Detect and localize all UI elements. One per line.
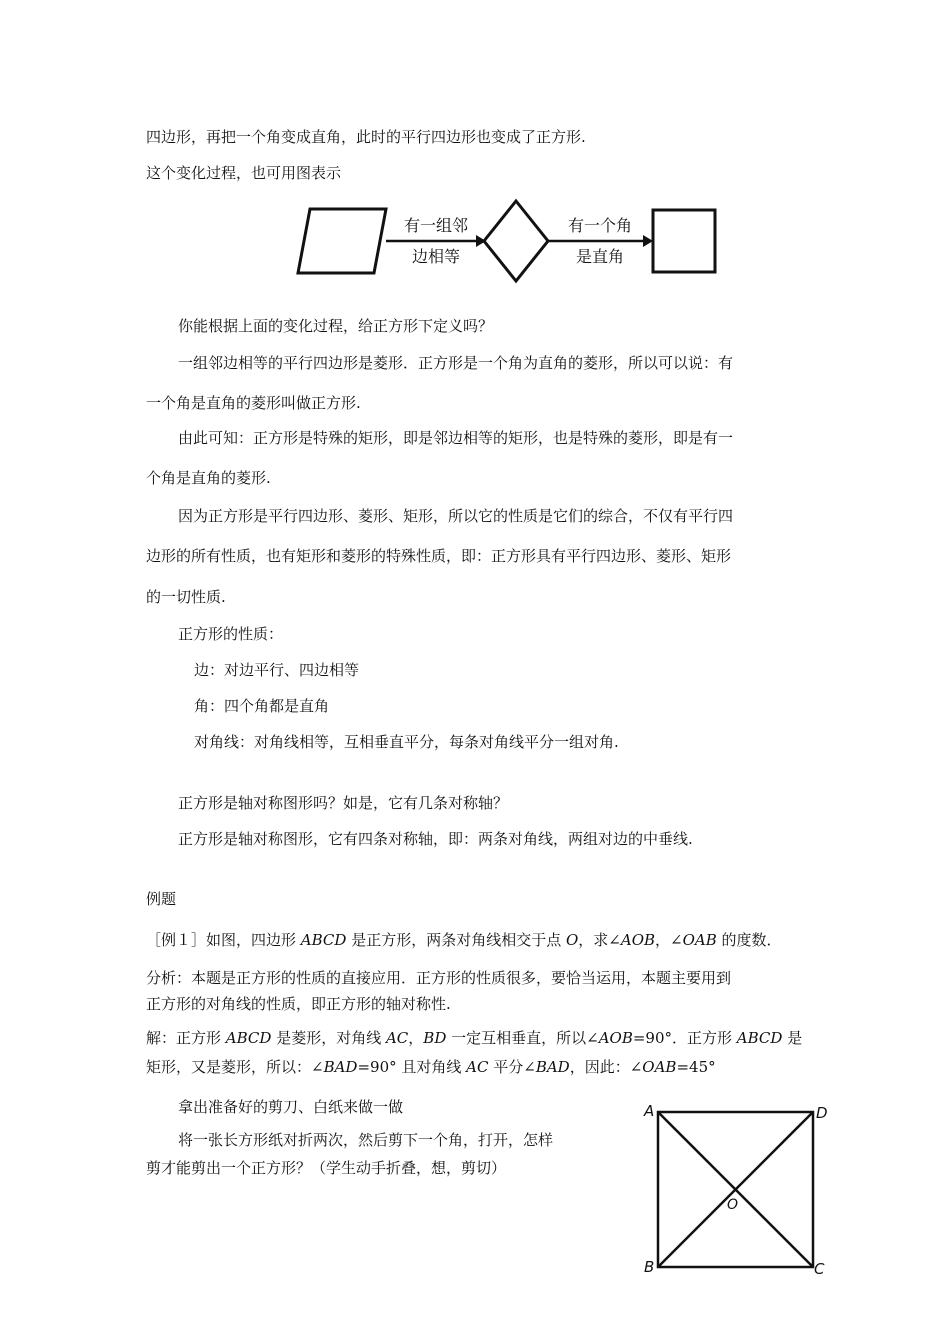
intro-line-1: 四边形，再把一个角变成直角，此时的平行四边形也变成了正方形. — [146, 128, 586, 146]
arrow-1-label-bottom: 边相等 — [411, 247, 461, 266]
activity-line-3: 剪才能剪出一个正方形？（学生动手折叠，想，剪切） — [146, 1159, 507, 1177]
because-line-2: 边形的所有性质，也有矩形和菱形的特殊性质，即：正方形具有平行四边形、菱形、矩形 — [146, 547, 732, 565]
example-heading: 例题 — [146, 890, 177, 908]
property-side: 边：对边平行、四边相等 — [194, 661, 360, 679]
definition-answer-line-2: 一个角是直角的菱形叫做正方形. — [146, 394, 361, 412]
solution-line-2: 矩形，又是菱形，所以：∠BAD=90° 且对角线 AC 平分∠BAD，因此：∠OAB=45° — [146, 1058, 716, 1076]
parallelogram-shape — [298, 209, 386, 273]
arrow-2-label-top: 有一个角 — [567, 216, 633, 235]
conclusion-line-1: 由此可知：正方形是特殊的矩形，即是邻边相等的矩形，也是特殊的菱形，即是有一 — [178, 429, 734, 447]
arrow-1-label-top: 有一组邻 — [403, 216, 469, 235]
vertex-label-d: D — [816, 1104, 828, 1122]
because-line-3: 的一切性质. — [146, 588, 226, 606]
activity-line-2: 将一张长方形纸对折两次，然后剪下一个角，打开，怎样 — [178, 1131, 554, 1149]
symmetry-answer: 正方形是轴对称图形，它有四条对称轴，即：两条对角线，两组对边的中垂线. — [178, 830, 693, 848]
vertex-label-b: B — [644, 1258, 655, 1276]
definition-question: 你能根据上面的变化过程，给正方形下定义吗？ — [178, 317, 494, 335]
example-problem: ［例１］如图，四边形 ABCD 是正方形，两条对角线相交于点 O，求∠AOB，∠OAB 的度数． — [146, 931, 782, 949]
rhombus-shape — [484, 201, 548, 281]
vertex-label-a: A — [644, 1102, 655, 1120]
property-angle: 角：四个角都是直角 — [194, 697, 330, 715]
vertex-label-c: C — [814, 1260, 825, 1278]
properties-title: 正方形的性质： — [178, 625, 284, 643]
square-abcd-figure — [638, 1100, 838, 1280]
square-shape — [653, 210, 715, 272]
analysis-line-2: 正方形的对角线的性质，即正方形的轴对称性. — [146, 995, 451, 1013]
activity-line-1: 拿出准备好的剪刀、白纸来做一做 — [178, 1098, 404, 1116]
definition-answer-line-1: 一组邻边相等的平行四边形是菱形．正方形是一个角为直角的菱形，所以可以说：有 — [178, 354, 734, 372]
arrow-2-label-bottom: 是直角 — [575, 247, 625, 266]
property-diagonal: 对角线：对角线相等，互相垂直平分，每条对角线平分一组对角. — [194, 733, 619, 751]
parallelogram-to-square-diagram — [290, 195, 730, 285]
intro-line-2: 这个变化过程，也可用图表示 — [146, 164, 342, 182]
center-label-o: O — [727, 1197, 739, 1213]
analysis-line-1: 分析：本题是正方形的性质的直接应用．正方形的性质很多，要恰当运用，本题主要用到 — [146, 969, 732, 987]
conclusion-line-2: 个角是直角的菱形. — [146, 469, 271, 487]
solution-line-1: 解：正方形 ABCD 是菱形，对角线 AC，BD 一定互相垂直，所以∠AOB=90°．正方形 ABCD 是 — [146, 1029, 803, 1047]
because-line-1: 因为正方形是平行四边形、菱形、矩形，所以它的性质是它们的综合，不仅有平行四 — [178, 507, 734, 525]
symmetry-question: 正方形是轴对称图形吗？如是，它有几条对称轴？ — [178, 794, 509, 812]
